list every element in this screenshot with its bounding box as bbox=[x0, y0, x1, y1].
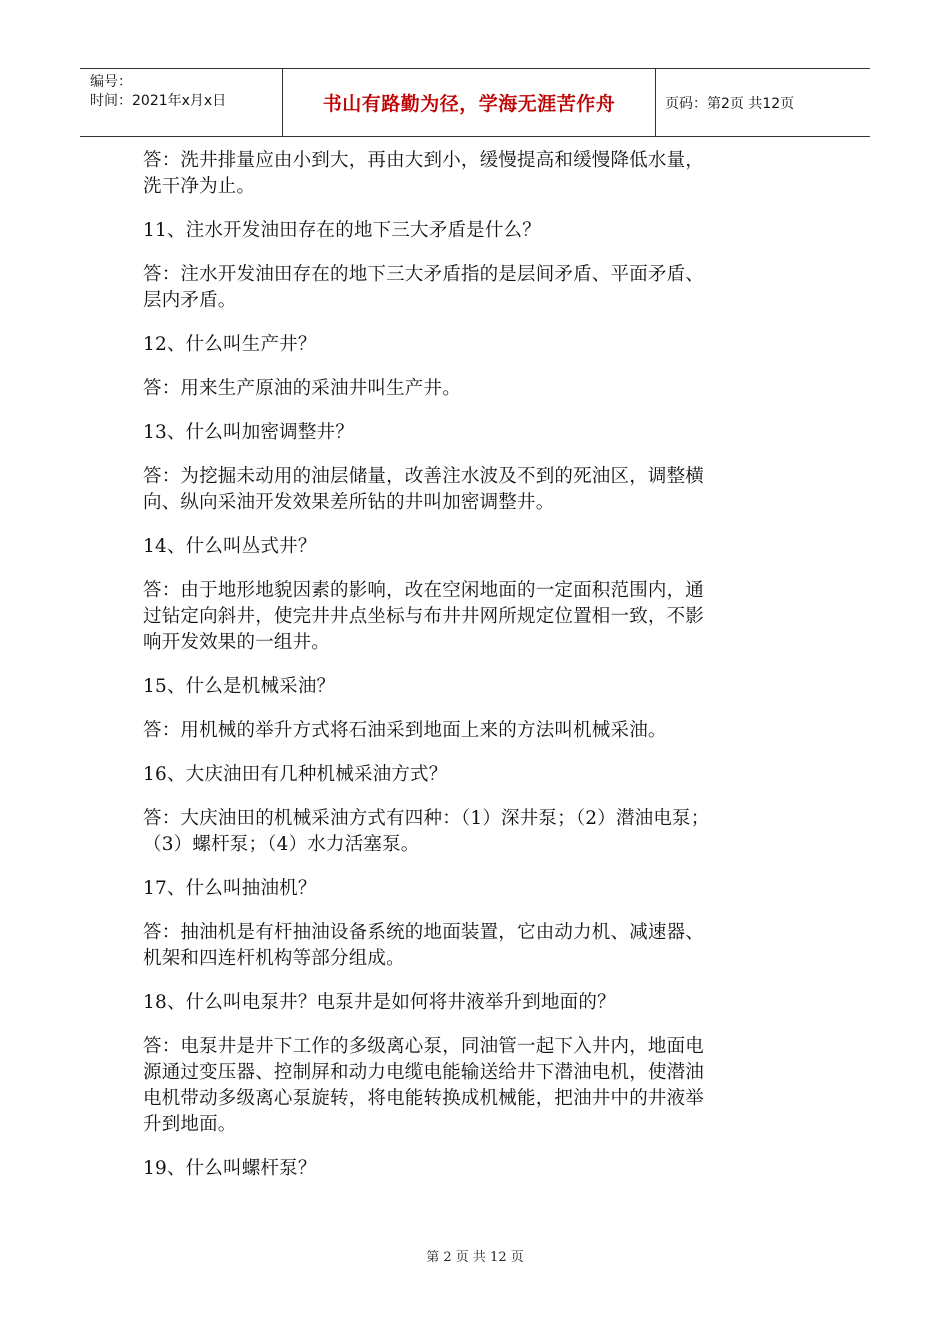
question-paragraph: 16、大庆油田有几种机械采油方式？ bbox=[143, 764, 448, 785]
document-body bbox=[143, 148, 803, 1200]
header-page-code: 页码：第2页 共12页 bbox=[665, 95, 795, 112]
document-time-label: 时间：2021年x月x日 bbox=[90, 93, 227, 109]
header-left-cell bbox=[80, 69, 282, 136]
answer-paragraph: 答：大庆油田的机械采油方式有四种：（1）深井泵；（2）潜油电泵； （3）螺杆泵；（4）水力活塞泵。 bbox=[143, 808, 710, 855]
question-paragraph: 17、什么叫抽油机？ bbox=[143, 878, 317, 899]
header-motto: 书山有路勤为径，学海无涯苦作舟 bbox=[322, 93, 616, 115]
page-header bbox=[80, 68, 870, 137]
question-paragraph: 12、什么叫生产井？ bbox=[143, 334, 317, 355]
header-page-cell bbox=[655, 69, 870, 136]
question-paragraph: 19、什么叫螺杆泵？ bbox=[143, 1158, 317, 1179]
answer-paragraph: 答：注水开发油田存在的地下三大矛盾指的是层间矛盾、平面矛盾、 层内矛盾。 bbox=[143, 264, 705, 311]
footer-page-number: 第 2 页 共 12 页 bbox=[426, 1250, 524, 1265]
answer-paragraph: 答：用来生产原油的采油井叫生产井。 bbox=[143, 378, 461, 399]
question-paragraph: 11、注水开发油田存在的地下三大矛盾是什么？ bbox=[143, 220, 541, 241]
document-number-label: 编号： bbox=[90, 74, 132, 90]
answer-paragraph: 答：为挖掘未动用的油层储量，改善注水波及不到的死油区，调整横 向、纵向采油开发效果差所钻的井叫加密调整井。 bbox=[143, 466, 705, 513]
answer-paragraph: 答：用机械的举升方式将石油采到地面上来的方法叫机械采油。 bbox=[143, 720, 667, 741]
header-motto-cell bbox=[282, 69, 656, 136]
question-paragraph: 15、什么是机械采油？ bbox=[143, 676, 336, 697]
question-paragraph: 18、什么叫电泵井？电泵井是如何将井液举升到地面的？ bbox=[143, 992, 616, 1013]
question-paragraph: 13、什么叫加密调整井？ bbox=[143, 422, 354, 443]
answer-paragraph: 答：由于地形地貌因素的影响，改在空闲地面的一定面积范围内，通 过钻定向斜井，使完井井点坐标与布井井网所规定位置相一致，不影 响开发效果的一组井。 bbox=[143, 580, 705, 653]
paragraph: 答：洗井排量应由小到大，再由大到小，缓慢提高和缓慢降低水量， 洗干净为止。 bbox=[143, 150, 705, 197]
question-paragraph: 14、什么叫丛式井？ bbox=[143, 536, 317, 557]
page-footer bbox=[0, 1246, 950, 1265]
answer-paragraph: 答：抽油机是有杆抽油设备系统的地面装置，它由动力机、减速器、 机架和四连杆机构等部分组成。 bbox=[143, 922, 705, 969]
answer-paragraph: 答：电泵井是井下工作的多级离心泵，同油管一起下入井内，地面电 源通过变压器、控制屏和动力电缆电能输送给井下潜油电机，使潜油 电机带动多级离心泵旋转，将电能转换成机械能，把油井中的井液举 升到地面。 bbox=[143, 1036, 705, 1135]
